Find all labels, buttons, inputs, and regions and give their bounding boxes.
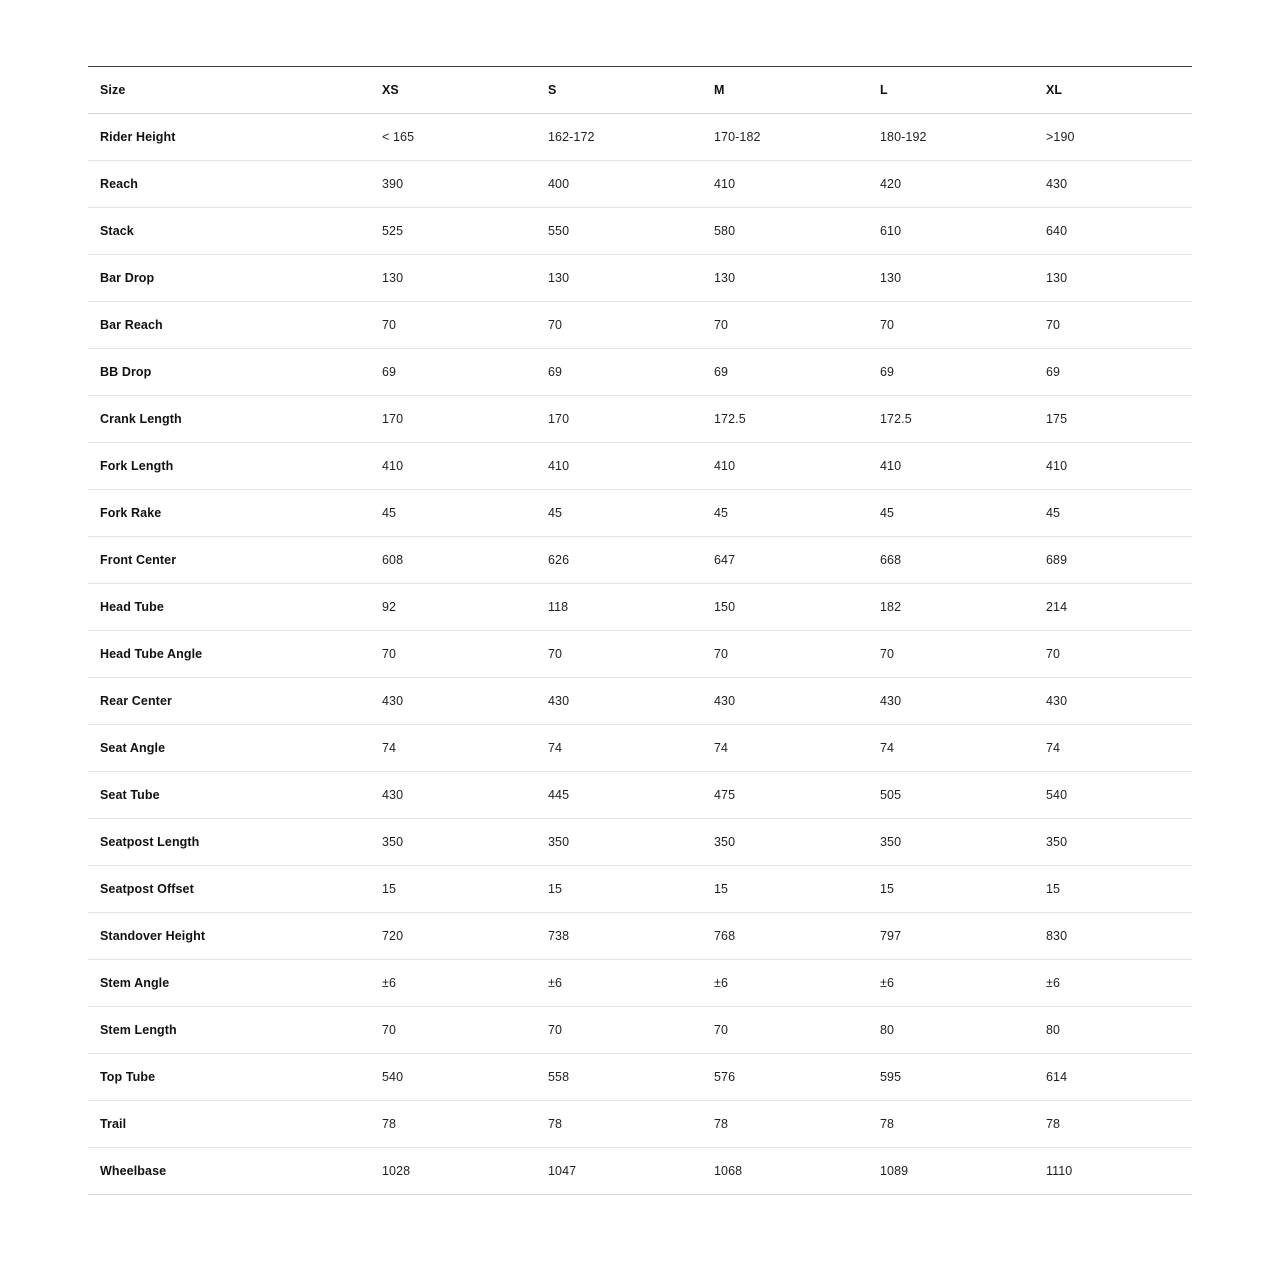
cell-xl: 175 xyxy=(1034,396,1192,443)
cell-xs: < 165 xyxy=(370,114,536,161)
cell-s: 410 xyxy=(536,443,702,490)
row-label: Fork Length xyxy=(88,443,370,490)
column-header-s: S xyxy=(536,67,702,114)
table-row xyxy=(88,490,1192,537)
row-label: Crank Length xyxy=(88,396,370,443)
cell-xl: 614 xyxy=(1034,1054,1192,1101)
cell-m: 430 xyxy=(702,678,868,725)
table-row xyxy=(88,1148,1192,1195)
cell-xs: 92 xyxy=(370,584,536,631)
cell-xs: 390 xyxy=(370,161,536,208)
row-label: Stem Length xyxy=(88,1007,370,1054)
cell-xs: 70 xyxy=(370,302,536,349)
cell-xl: ±6 xyxy=(1034,960,1192,1007)
cell-xs: ±6 xyxy=(370,960,536,1007)
cell-s: 445 xyxy=(536,772,702,819)
row-label: Seat Tube xyxy=(88,772,370,819)
cell-s: 626 xyxy=(536,537,702,584)
cell-l: 80 xyxy=(868,1007,1034,1054)
row-label: Rider Height xyxy=(88,114,370,161)
cell-l: 69 xyxy=(868,349,1034,396)
cell-m: 350 xyxy=(702,819,868,866)
cell-l: 610 xyxy=(868,208,1034,255)
table-row xyxy=(88,302,1192,349)
cell-xl: 15 xyxy=(1034,866,1192,913)
cell-m: 15 xyxy=(702,866,868,913)
cell-xs: 130 xyxy=(370,255,536,302)
cell-m: 172.5 xyxy=(702,396,868,443)
cell-l: 70 xyxy=(868,302,1034,349)
table-row xyxy=(88,584,1192,631)
cell-l: 668 xyxy=(868,537,1034,584)
cell-xl: 540 xyxy=(1034,772,1192,819)
cell-m: 170-182 xyxy=(702,114,868,161)
row-label: Seatpost Offset xyxy=(88,866,370,913)
row-label: Reach xyxy=(88,161,370,208)
cell-xs: 430 xyxy=(370,678,536,725)
cell-l: 410 xyxy=(868,443,1034,490)
cell-xl: 130 xyxy=(1034,255,1192,302)
cell-s: 70 xyxy=(536,1007,702,1054)
cell-m: 78 xyxy=(702,1101,868,1148)
table-row xyxy=(88,537,1192,584)
cell-m: 130 xyxy=(702,255,868,302)
cell-xl: 350 xyxy=(1034,819,1192,866)
cell-xl: 80 xyxy=(1034,1007,1192,1054)
column-header-m: M xyxy=(702,67,868,114)
cell-m: 69 xyxy=(702,349,868,396)
cell-xs: 15 xyxy=(370,866,536,913)
table-body xyxy=(88,114,1192,1195)
cell-xl: 74 xyxy=(1034,725,1192,772)
cell-xs: 525 xyxy=(370,208,536,255)
row-label: Head Tube Angle xyxy=(88,631,370,678)
cell-s: 162-172 xyxy=(536,114,702,161)
cell-l: 1089 xyxy=(868,1148,1034,1195)
table-row xyxy=(88,866,1192,913)
cell-xs: 350 xyxy=(370,819,536,866)
cell-xs: 410 xyxy=(370,443,536,490)
cell-m: 70 xyxy=(702,631,868,678)
table-row xyxy=(88,678,1192,725)
cell-s: 430 xyxy=(536,678,702,725)
cell-xl: 410 xyxy=(1034,443,1192,490)
table-row xyxy=(88,819,1192,866)
cell-xl: 1110 xyxy=(1034,1148,1192,1195)
row-label: Fork Rake xyxy=(88,490,370,537)
cell-l: 595 xyxy=(868,1054,1034,1101)
cell-s: 550 xyxy=(536,208,702,255)
cell-m: 647 xyxy=(702,537,868,584)
table-row xyxy=(88,161,1192,208)
cell-l: 70 xyxy=(868,631,1034,678)
table-row xyxy=(88,772,1192,819)
column-header-xl: XL xyxy=(1034,67,1192,114)
table-row xyxy=(88,114,1192,161)
cell-xl: 214 xyxy=(1034,584,1192,631)
table-row xyxy=(88,208,1192,255)
row-label: Bar Reach xyxy=(88,302,370,349)
cell-l: ±6 xyxy=(868,960,1034,1007)
cell-xl: 830 xyxy=(1034,913,1192,960)
row-label: Bar Drop xyxy=(88,255,370,302)
cell-xl: 430 xyxy=(1034,161,1192,208)
table-row xyxy=(88,255,1192,302)
cell-xs: 1028 xyxy=(370,1148,536,1195)
cell-xs: 430 xyxy=(370,772,536,819)
row-label: Stack xyxy=(88,208,370,255)
geometry-table xyxy=(88,66,1192,1195)
cell-xs: 45 xyxy=(370,490,536,537)
cell-s: 1047 xyxy=(536,1148,702,1195)
row-label: Seatpost Length xyxy=(88,819,370,866)
cell-xs: 720 xyxy=(370,913,536,960)
cell-s: 350 xyxy=(536,819,702,866)
cell-l: 430 xyxy=(868,678,1034,725)
cell-l: 505 xyxy=(868,772,1034,819)
cell-xs: 78 xyxy=(370,1101,536,1148)
cell-m: 410 xyxy=(702,161,868,208)
cell-xl: 69 xyxy=(1034,349,1192,396)
cell-l: 130 xyxy=(868,255,1034,302)
cell-s: 558 xyxy=(536,1054,702,1101)
cell-xl: 78 xyxy=(1034,1101,1192,1148)
cell-s: 118 xyxy=(536,584,702,631)
cell-l: 15 xyxy=(868,866,1034,913)
cell-l: 420 xyxy=(868,161,1034,208)
cell-s: 70 xyxy=(536,631,702,678)
cell-m: 1068 xyxy=(702,1148,868,1195)
row-label: Stem Angle xyxy=(88,960,370,1007)
cell-s: 74 xyxy=(536,725,702,772)
cell-xs: 540 xyxy=(370,1054,536,1101)
cell-m: 70 xyxy=(702,1007,868,1054)
cell-l: 182 xyxy=(868,584,1034,631)
cell-l: 797 xyxy=(868,913,1034,960)
cell-m: ±6 xyxy=(702,960,868,1007)
cell-s: 45 xyxy=(536,490,702,537)
cell-s: 400 xyxy=(536,161,702,208)
table-header-row xyxy=(88,67,1192,114)
cell-xs: 608 xyxy=(370,537,536,584)
cell-l: 350 xyxy=(868,819,1034,866)
cell-s: 69 xyxy=(536,349,702,396)
cell-xl: 70 xyxy=(1034,302,1192,349)
cell-m: 768 xyxy=(702,913,868,960)
row-label: Front Center xyxy=(88,537,370,584)
row-label: Trail xyxy=(88,1101,370,1148)
cell-xl: 430 xyxy=(1034,678,1192,725)
cell-m: 576 xyxy=(702,1054,868,1101)
row-label: Head Tube xyxy=(88,584,370,631)
row-label: Top Tube xyxy=(88,1054,370,1101)
table-row xyxy=(88,1054,1192,1101)
cell-xs: 70 xyxy=(370,1007,536,1054)
row-label: Seat Angle xyxy=(88,725,370,772)
column-header-size: Size xyxy=(88,67,370,114)
cell-m: 475 xyxy=(702,772,868,819)
column-header-xs: XS xyxy=(370,67,536,114)
table-row xyxy=(88,443,1192,490)
table-row xyxy=(88,396,1192,443)
cell-s: 738 xyxy=(536,913,702,960)
table-row xyxy=(88,725,1192,772)
table-row xyxy=(88,1007,1192,1054)
cell-xs: 69 xyxy=(370,349,536,396)
cell-l: 78 xyxy=(868,1101,1034,1148)
row-label: Rear Center xyxy=(88,678,370,725)
cell-l: 172.5 xyxy=(868,396,1034,443)
cell-m: 45 xyxy=(702,490,868,537)
table-row xyxy=(88,913,1192,960)
cell-m: 74 xyxy=(702,725,868,772)
table-row xyxy=(88,1101,1192,1148)
cell-s: 78 xyxy=(536,1101,702,1148)
cell-xl: 70 xyxy=(1034,631,1192,678)
cell-s: 170 xyxy=(536,396,702,443)
cell-xl: 45 xyxy=(1034,490,1192,537)
row-label: Wheelbase xyxy=(88,1148,370,1195)
cell-xl: 640 xyxy=(1034,208,1192,255)
cell-m: 70 xyxy=(702,302,868,349)
cell-l: 74 xyxy=(868,725,1034,772)
row-label: Standover Height xyxy=(88,913,370,960)
table-row xyxy=(88,960,1192,1007)
cell-s: 130 xyxy=(536,255,702,302)
row-label: BB Drop xyxy=(88,349,370,396)
cell-xs: 70 xyxy=(370,631,536,678)
cell-m: 410 xyxy=(702,443,868,490)
cell-l: 180-192 xyxy=(868,114,1034,161)
cell-xs: 74 xyxy=(370,725,536,772)
table-row xyxy=(88,349,1192,396)
table-header xyxy=(88,67,1192,114)
column-header-l: L xyxy=(868,67,1034,114)
cell-xl: >190 xyxy=(1034,114,1192,161)
cell-xs: 170 xyxy=(370,396,536,443)
cell-s: 70 xyxy=(536,302,702,349)
cell-m: 150 xyxy=(702,584,868,631)
cell-xl: 689 xyxy=(1034,537,1192,584)
cell-s: 15 xyxy=(536,866,702,913)
cell-l: 45 xyxy=(868,490,1034,537)
cell-m: 580 xyxy=(702,208,868,255)
cell-s: ±6 xyxy=(536,960,702,1007)
table-row xyxy=(88,631,1192,678)
